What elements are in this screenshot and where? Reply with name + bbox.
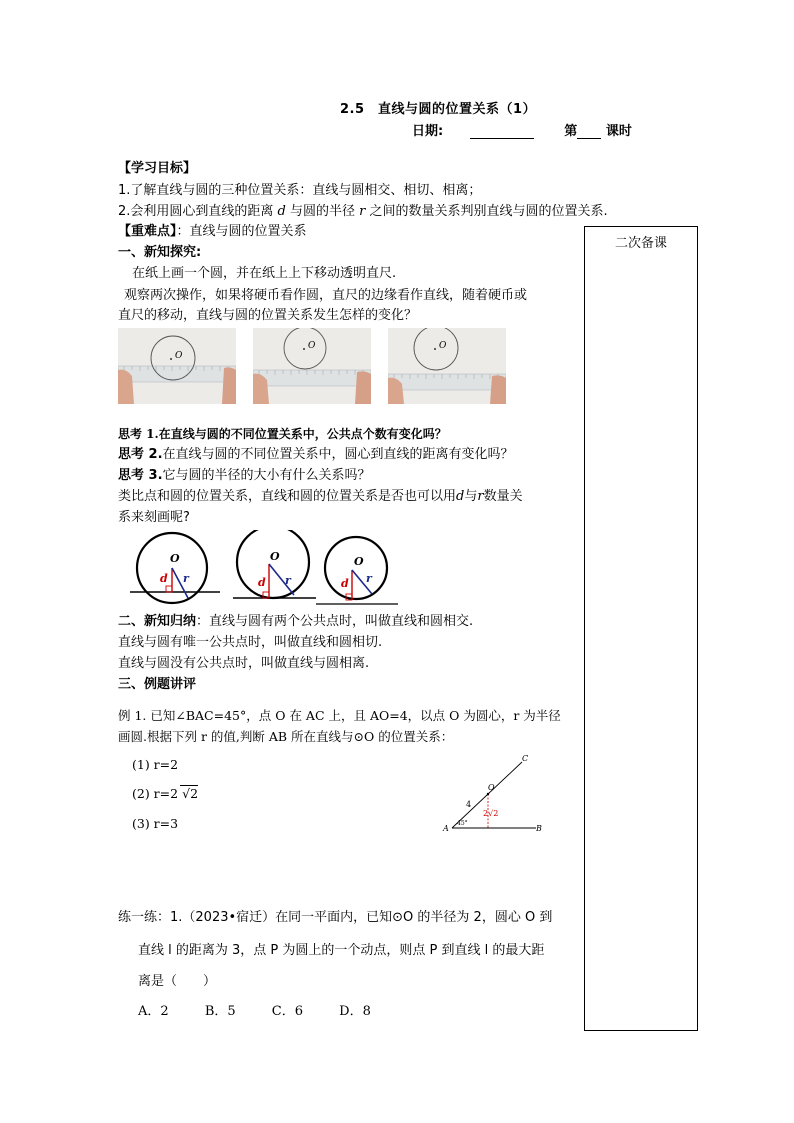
- key-text: ：直线与圆的位置关系: [176, 224, 307, 239]
- photo-1-label: O: [175, 351, 183, 361]
- analogy-text-c: 数量关: [483, 489, 523, 504]
- think-3: [118, 467, 371, 485]
- choice-a: A．2: [138, 1004, 169, 1019]
- diagram-1-d: d: [160, 572, 168, 585]
- figure-length-4: 4: [466, 800, 472, 809]
- diagram-2-o: O: [270, 550, 280, 563]
- section1-p2: 观察两次操作，如果将硬币看作圆，直尺的边缘看作直线，随着硬币或: [124, 288, 528, 303]
- diagram-2-d: d: [258, 576, 266, 589]
- goal-2-var-r: r: [359, 204, 366, 219]
- figure-label-o: O: [488, 783, 495, 792]
- analogy-var-d: d: [456, 489, 465, 504]
- date-line: [412, 120, 632, 139]
- think-2-text: 在直线与圆的不同位置关系中，圆心到直线的距离有变化吗？: [162, 447, 514, 462]
- analogy-question: [118, 488, 523, 506]
- goal-2-var-d: d: [277, 204, 286, 219]
- key-points: [118, 223, 307, 241]
- goal-2-text-b: 与圆的半径: [290, 204, 356, 219]
- practice-line-2: 直线 l 的距离为 3，点 P 为圆上的一个动点，则点 P 到直线 l 的最大距: [138, 943, 545, 958]
- section1-p1: 在纸上画一个圆，并在纸上上下移动透明直尺.: [132, 266, 397, 281]
- lesson-prefix: 第: [564, 124, 578, 139]
- photo-3-label: O: [439, 341, 447, 351]
- figure-distance: 2√2: [483, 809, 499, 818]
- figure-label-a: A: [443, 824, 449, 833]
- lesson-blank: [577, 123, 601, 139]
- choice-c: C．6: [271, 1004, 303, 1019]
- practice-line-1: 练一练：1.（2023•宿迁）在同一平面内，已知⊙O 的半径为 2，圆心 O 到: [118, 910, 553, 925]
- think-2-label: 思考 2.: [118, 447, 163, 462]
- figure-angle-45: 45°: [457, 820, 468, 827]
- option-2-radicand: 2: [190, 786, 199, 801]
- section2-text-1: ：直线与圆有两个公共点时，叫做直线和圆相交.: [196, 614, 474, 629]
- diagram-2-r: r: [285, 574, 291, 587]
- date-label: 日期:: [412, 124, 444, 139]
- section2-line1: [118, 613, 473, 631]
- practice-line-3: 离是（ ）: [138, 974, 217, 989]
- section2-line2: 直线与圆有唯一公共点时，叫做直线和圆相切.: [118, 635, 383, 650]
- lesson-suffix: 课时: [605, 124, 632, 139]
- diagram-3-d: d: [341, 577, 349, 590]
- example-option-2: (2) r=2 √2: [132, 786, 199, 801]
- section3-heading: 三、例题讲评: [118, 677, 197, 692]
- figure-label-c: C: [522, 754, 529, 763]
- analogy-var-r: r: [477, 489, 484, 504]
- diagram-1-r: r: [183, 572, 189, 585]
- goal-2-text-c: 之间的数量关系判别直线与圆的位置关系.: [369, 204, 608, 219]
- date-blank: [470, 123, 534, 139]
- photo-ruler-2: [253, 328, 371, 404]
- analogy-text-b: 与: [464, 489, 478, 504]
- example-option-1: (1) r=2: [132, 757, 179, 772]
- sidebar-title: 二次备课: [614, 236, 667, 251]
- example-line-1: 例 1. 已知∠BAC=45°，点 O 在 AC 上，且 AO=4，以点 O 为圆心，r 为半径: [118, 708, 561, 723]
- goal-item-1: 1.了解直线与圆的三种位置关系：直线与圆相交、相切、相离；: [118, 183, 482, 198]
- circle-line-diagrams: [128, 530, 412, 610]
- section1-p3: 直尺的移动，直线与圆的位置关系发生怎样的变化？: [118, 308, 418, 323]
- section1-heading: 一、新知探究:: [118, 245, 202, 260]
- goal-2-text-a: 2.会利用圆心到直线的距离: [118, 204, 274, 219]
- goal-item-2: [118, 203, 608, 221]
- think-3-label: 思考 3.: [118, 468, 163, 483]
- photo-ruler-1: [118, 328, 236, 404]
- practice-choices: [138, 1003, 371, 1021]
- sidebar-notes-box: [584, 226, 698, 1031]
- section2-line3: 直线与圆没有公共点时，叫做直线与圆相离.: [118, 656, 370, 671]
- example-figure: [440, 752, 550, 836]
- goals-heading: 【学习目标】: [118, 161, 197, 176]
- choice-d: D．8: [339, 1004, 371, 1019]
- think-3-text: 它与圆的半径的大小有什么关系吗？: [162, 468, 371, 483]
- section2-heading: 二、新知归纳: [118, 614, 197, 629]
- diagram-1-o: O: [170, 552, 180, 565]
- example-line-2: 画圆.根据下列 r 的值,判断 AB 所在直线与⊙O 的位置关系：: [118, 729, 454, 744]
- diagram-3-r: r: [366, 572, 372, 585]
- photo-ruler-3: [388, 328, 506, 404]
- photo-2-label: O: [308, 341, 316, 351]
- example-option-3: (3) r=3: [132, 816, 179, 831]
- analogy-text-a: 类比点和圆的位置关系，直线和圆的位置关系是否也可以用: [118, 489, 457, 504]
- diagram-3-o: O: [354, 555, 364, 568]
- analogy-question-line2: 系来刻画呢?: [118, 510, 190, 525]
- key-label: 【重难点】: [118, 224, 177, 239]
- page-title: 2.5 直线与圆的位置关系（1）: [340, 102, 537, 117]
- option-2-prefix: (2) r=2: [132, 786, 179, 801]
- think-1: 思考 1.在直线与圆的不同位置关系中，公共点个数有变化吗？: [118, 427, 447, 441]
- figure-label-b: B: [536, 824, 542, 833]
- think-2: [118, 446, 514, 464]
- choice-b: B．5: [204, 1004, 236, 1019]
